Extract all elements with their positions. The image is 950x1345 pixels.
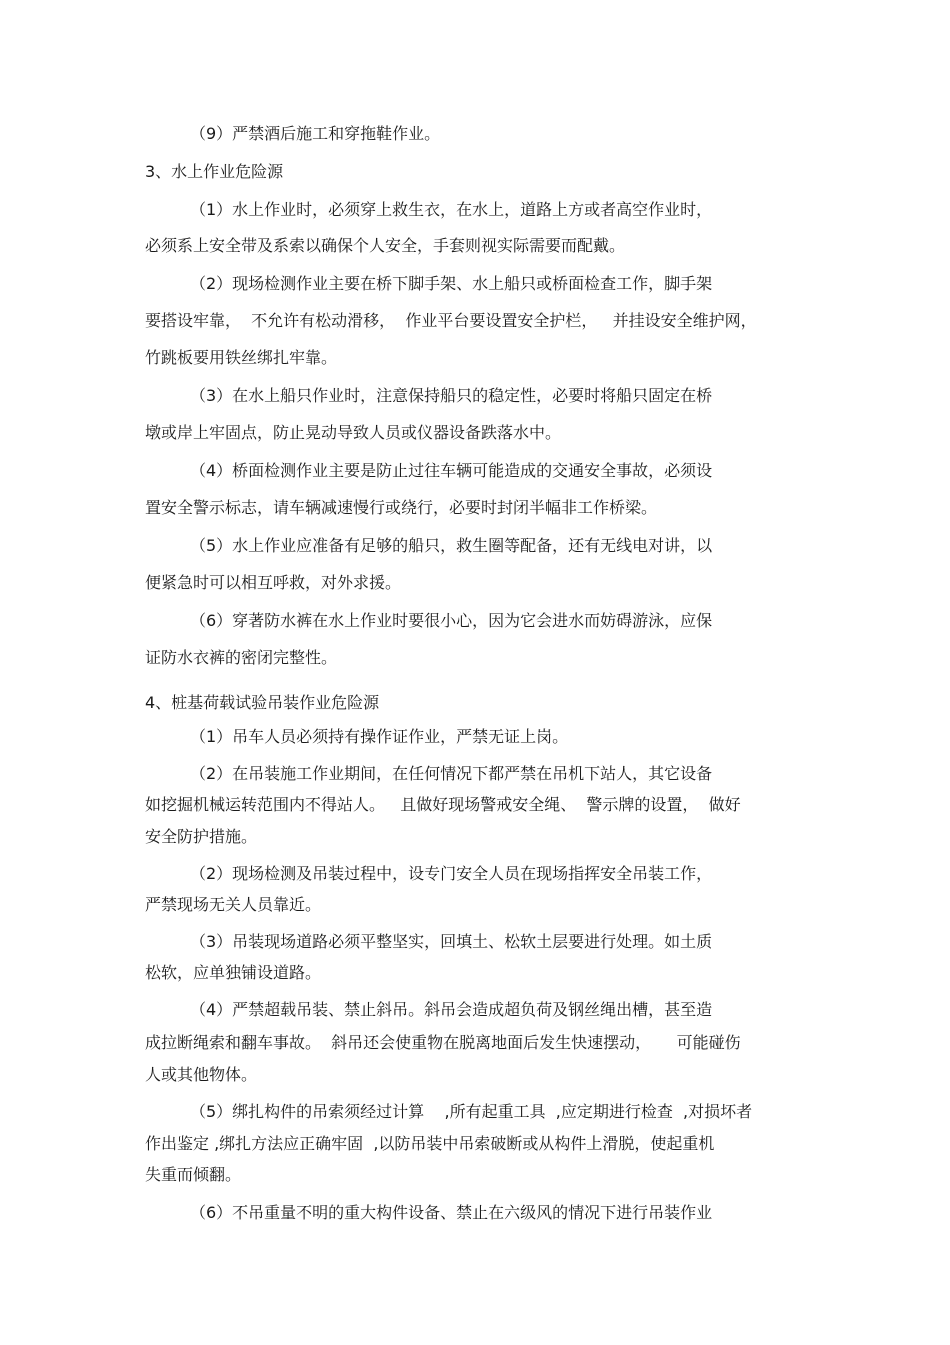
text-line: （2）在吊装施工作业期间，在任何情况下都严禁在吊机下站人，其它设备 — [190, 764, 713, 783]
text-line: 证防水衣裤的密闭完整性。 — [145, 648, 338, 667]
text-line: 如挖掘机械运转范围内不得站人。 且做好现场警戒安全绳、 警示牌的设置， 做好 — [145, 795, 741, 814]
text-line: 成拉断绳索和翻车事故。 斜吊还会使重物在脱离地面后发生快速摆动， 可能碰伤 — [145, 1033, 741, 1052]
text-line: 便紧急时可以相互呼救，对外求援。 — [145, 573, 402, 592]
text-line: （6）不吊重量不明的重大构件设备、禁止在六级风的情况下进行吊装作业 — [190, 1203, 713, 1222]
text-line: （4）严禁超载吊装、禁止斜吊。斜吊会造成超负荷及钢丝绳出槽，甚至造 — [190, 1000, 713, 1019]
text-line: 松软，应单独铺设道路。 — [145, 963, 322, 982]
text-line: （5）水上作业应准备有足够的船只，救生圈等配备，还有无线电对讲，以 — [190, 536, 713, 555]
text-line: 必须系上安全带及系索以确保个人安全，手套则视实际需要而配戴。 — [145, 236, 626, 255]
text-line: 作出鉴定 ,绑扎方法应正确牢固 ,以防吊装中吊索破断或从构件上滑脱，使起重机 — [145, 1134, 715, 1153]
text-line: 墩或岸上牢固点，防止晃动导致人员或仪器设备跌落水中。 — [145, 423, 562, 442]
text-line: 严禁现场无关人员靠近。 — [145, 895, 322, 914]
text-line: （2）现场检测及吊装过程中，设专门安全人员在现场指挥安全吊装工作， — [190, 864, 713, 883]
text-line: 竹跳板要用铁丝绑扎牢靠。 — [145, 348, 338, 367]
text-line: （5）绑扎构件的吊索须经过计算 ,所有起重工具 ,应定期进行检查 ,对损坏者 — [190, 1102, 753, 1121]
text-line: （4）桥面检测作业主要是防止过往车辆可能造成的交通安全事故，必须设 — [190, 461, 713, 480]
text-line: （9）严禁酒后施工和穿拖鞋作业。 — [190, 124, 441, 143]
text-line: 失重而倾翻。 — [145, 1165, 242, 1184]
text-line: 置安全警示标志，请车辆减速慢行或绕行，必要时封闭半幅非工作桥梁。 — [145, 498, 658, 517]
text-line: （1）水上作业时，必须穿上救生衣，在水上，道路上方或者高空作业时， — [190, 200, 713, 219]
text-line: （2）现场检测作业主要在桥下脚手架、水上船只或桥面检查工作，脚手架 — [190, 274, 713, 293]
text-line: 要搭设牢靠， 不允许有松动滑移， 作业平台要设置安全护栏， 并挂设安全维护网， — [145, 311, 757, 330]
section-heading: 3、水上作业危险源 — [145, 162, 284, 181]
text-line: （1）吊车人员必须持有操作证作业，严禁无证上岗。 — [190, 727, 569, 746]
text-line: （3）吊装现场道路必须平整坚实，回填土、松软土层要进行处理。如土质 — [190, 932, 713, 951]
text-line: （6）穿著防水裤在水上作业时要很小心，因为它会进水而妨碍游泳，应保 — [190, 611, 713, 630]
text-line: 安全防护措施。 — [145, 827, 258, 846]
text-line: 人或其他物体。 — [145, 1065, 258, 1084]
text-line: （3）在水上船只作业时，注意保持船只的稳定性，必要时将船只固定在桥 — [190, 386, 713, 405]
section-heading: 4、桩基荷载试验吊装作业危险源 — [145, 693, 380, 712]
